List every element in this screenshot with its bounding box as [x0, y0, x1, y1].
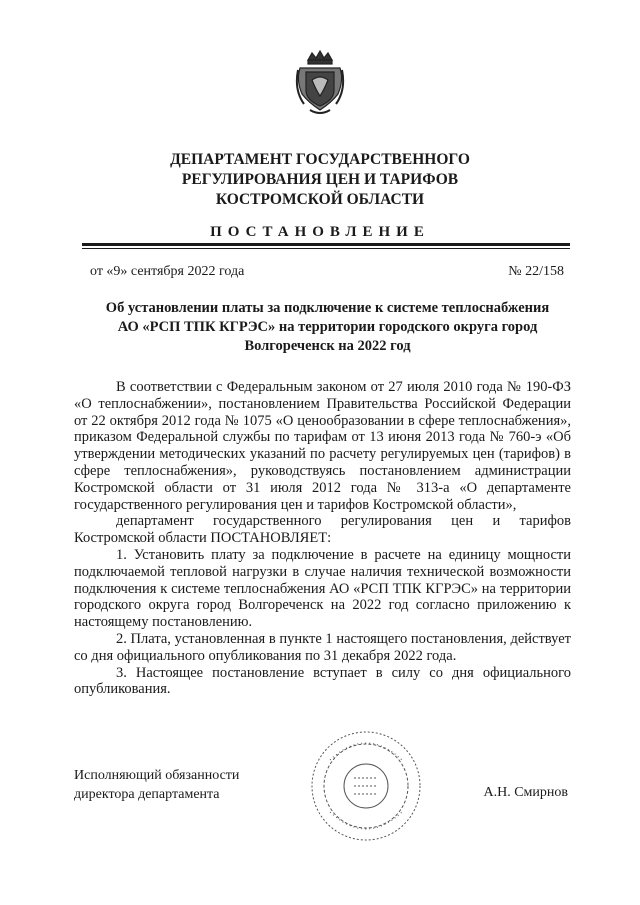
coat-of-arms-icon	[294, 50, 346, 118]
position-line-2: директора департамента	[74, 787, 220, 802]
document-date: от «9» сентября 2022 года	[90, 264, 245, 279]
body-paragraph-item-2: 2. Плата, установленная в пункте 1 настоящего постановления, действует со дня официального опубликования по 31 декабря 2022 года.	[74, 630, 571, 664]
body-paragraph-resolves: департамент государственного регулирования цен и тарифов Костромской области ПОСТАНОВЛЯЕТ:	[74, 513, 571, 547]
org-line-3: КОСТРОМСКОЙ ОБЛАСТИ	[215, 191, 425, 208]
body-paragraph-legal-basis: В соответствии с Федеральным законом от 27 июля 2010 года № 190-ФЗ «О теплоснабжении», постановлением Правительства Российской Федерации от 22 октября 2012 года № 1075 «О ценообразовании в сфере теплоснабжения», приказом Федеральной службы по тарифам от 13 июня 2013 года № 760-э «Об утверждении методических указаний по расчету регулируемых цен (тарифов) в сфере теплоснабжения», руководствуясь постановлением администрации Костромской области от 31 июля 2012 года № 313-а «О департаменте государственного регулирования цен и тарифов Костромской области»,	[74, 379, 571, 513]
organization-name	[0, 150, 640, 210]
subject-line-1: Об установлении платы за подключение к системе теплоснабжения	[105, 300, 550, 316]
document-body	[74, 379, 571, 698]
position-line-1: Исполняющий обязанности	[74, 768, 240, 783]
document-subject	[80, 299, 575, 356]
document-number: № 22/158	[508, 264, 564, 279]
org-line-2: РЕГУЛИРОВАНИЯ ЦЕН И ТАРИФОВ	[181, 171, 459, 188]
document-type: ПОСТАНОВЛЕНИЕ	[210, 224, 430, 240]
signatory-position	[74, 766, 239, 804]
body-paragraph-item-1: 1. Установить плату за подключение в расчете на единицу мощности подключаемой тепловой нагрузки в случае наличия технической возможности подключения к системе теплоснабжения АО «РСП ТПК КГРЭС» на территории городского округа город Волгореченск на 2022 год согласно приложению к настоящему постановлению.	[74, 546, 571, 631]
body-paragraph-item-3: 3. Настоящее постановление вступает в силу со дня официального опубликования.	[74, 664, 571, 698]
official-seal-icon	[310, 730, 422, 842]
header-divider-thin	[82, 248, 570, 249]
subject-line-3: Волгореченск на 2022 год	[244, 338, 411, 354]
signatory-name: А.Н. Смирнов	[483, 785, 568, 800]
org-line-1: ДЕПАРТАМЕНТ ГОСУДАРСТВЕННОГО	[170, 151, 470, 168]
header-divider-thick	[82, 243, 570, 246]
subject-line-2: АО «РСП ТПК КГРЭС» на территории городского округа город	[117, 319, 538, 335]
